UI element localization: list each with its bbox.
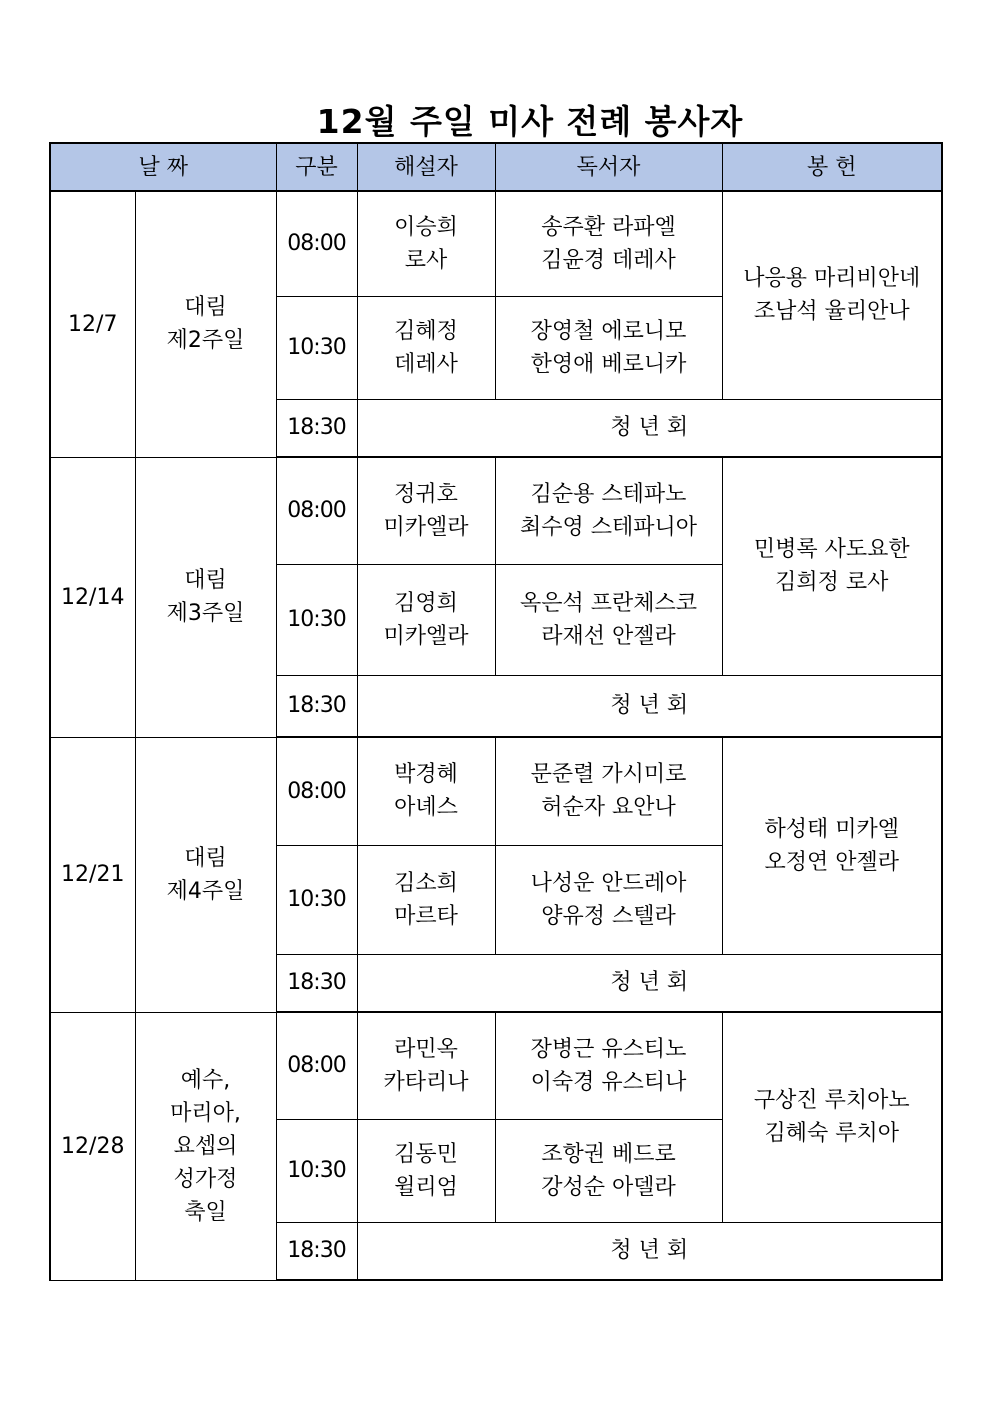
group-cell: 청 년 회 — [357, 675, 942, 737]
readers-cell — [495, 457, 722, 564]
occasion-cell — [135, 737, 276, 1012]
date-cell: 12/28 — [50, 1012, 135, 1280]
commentator-cell — [357, 1119, 495, 1222]
occasion-cell — [135, 191, 276, 457]
table-row — [50, 191, 942, 296]
reader-line: 나성운 안드레아 — [530, 870, 687, 896]
commentator-name: 김동민 — [394, 1141, 458, 1167]
commentator-name: 라민옥 — [394, 1036, 458, 1062]
reader-line: 조항권 베드로 — [541, 1141, 676, 1167]
occasion-line: 대림 — [184, 295, 227, 321]
time-cell: 08:00 — [276, 1012, 357, 1119]
offering-line: 하성태 미카엘 — [764, 816, 899, 842]
reader-line: 장영철 에로니모 — [530, 318, 687, 344]
time-cell: 18:30 — [276, 1222, 357, 1280]
commentator-saint: 데레사 — [394, 351, 458, 377]
group-cell: 청 년 회 — [357, 954, 942, 1012]
header-offering: 봉 헌 — [722, 143, 942, 191]
commentator-name: 정귀호 — [394, 481, 458, 507]
commentator-cell — [357, 1012, 495, 1119]
header-row — [50, 143, 942, 191]
commentator-saint: 마르타 — [394, 903, 458, 929]
offering-line: 김혜숙 루치아 — [764, 1121, 899, 1147]
table-row — [50, 737, 942, 845]
occasion-line: 제4주일 — [166, 878, 245, 904]
commentator-saint: 카타리나 — [383, 1069, 469, 1095]
reader-line: 한영애 베로니카 — [530, 351, 687, 377]
page-title: 12월 주일 미사 전례 봉사자 — [316, 102, 744, 141]
occasion-line: 제2주일 — [166, 328, 245, 354]
time-cell: 08:00 — [276, 737, 357, 845]
schedule-table — [49, 142, 943, 1281]
reader-line: 라재선 안젤라 — [541, 623, 676, 649]
header-readers: 독서자 — [495, 143, 722, 191]
week-block — [50, 191, 942, 457]
offering-line: 나응용 마리비안네 — [743, 266, 921, 292]
readers-cell — [495, 845, 722, 954]
time-cell: 18:30 — [276, 954, 357, 1012]
reader-line: 송주환 라파엘 — [541, 214, 676, 240]
offering-cell — [722, 191, 942, 399]
occasion-line: 제3주일 — [166, 601, 245, 626]
offering-cell — [722, 457, 942, 675]
date-cell: 12/7 — [50, 191, 135, 457]
time-cell: 10:30 — [276, 564, 357, 675]
commentator-name: 김소희 — [394, 870, 458, 896]
reader-line: 장병근 유스티노 — [530, 1036, 687, 1062]
commentator-name: 김혜정 — [394, 318, 458, 344]
time-cell: 18:30 — [276, 675, 357, 737]
occasion-line: 축일 — [184, 1199, 227, 1225]
readers-cell — [495, 564, 722, 675]
readers-cell — [495, 1119, 722, 1222]
commentator-cell — [357, 564, 495, 675]
week-block — [50, 737, 942, 1012]
reader-line: 김윤경 데레사 — [541, 247, 676, 273]
occasion-line: 대림 — [184, 568, 227, 593]
commentator-cell — [357, 737, 495, 845]
offering-line: 구상진 루치아노 — [753, 1088, 910, 1114]
commentator-cell — [357, 845, 495, 954]
occasion-line: 마리아, — [170, 1100, 241, 1126]
time-cell: 08:00 — [276, 191, 357, 296]
occasion-line: 예수, — [180, 1067, 231, 1093]
commentator-name: 김영희 — [394, 590, 458, 616]
commentator-saint: 윌리엄 — [394, 1174, 458, 1200]
offering-cell — [722, 1012, 942, 1222]
commentator-name: 박경혜 — [394, 762, 458, 788]
occasion-line: 요셉의 — [173, 1133, 238, 1159]
reader-line: 양유정 스텔라 — [541, 903, 676, 929]
commentator-saint: 아녜스 — [394, 795, 458, 821]
occasion-cell — [135, 457, 276, 737]
time-cell: 18:30 — [276, 399, 357, 457]
table-row — [50, 457, 942, 564]
reader-line: 이숙경 유스티나 — [530, 1069, 687, 1095]
commentator-cell — [357, 191, 495, 296]
time-cell: 10:30 — [276, 296, 357, 399]
readers-cell — [495, 296, 722, 399]
commentator-saint: 미카엘라 — [383, 514, 469, 540]
readers-cell — [495, 1012, 722, 1119]
occasion-line: 성가정 — [173, 1166, 238, 1192]
week-block — [50, 1012, 942, 1280]
week-block — [50, 457, 942, 737]
table-row — [50, 1012, 942, 1119]
offering-line: 민병록 사도요한 — [753, 537, 910, 563]
commentator-saint: 미카엘라 — [383, 623, 469, 649]
occasion-line: 대림 — [184, 845, 227, 871]
offering-line: 오정연 안젤라 — [764, 849, 899, 875]
commentator-cell — [357, 296, 495, 399]
commentator-saint: 로사 — [404, 247, 448, 273]
reader-line: 최수영 스테파니아 — [519, 514, 697, 540]
offering-line: 김희정 로사 — [775, 570, 889, 596]
offering-line: 조남석 율리안나 — [753, 299, 910, 325]
reader-line: 옥은석 프란체스코 — [519, 590, 697, 616]
commentator-cell — [357, 457, 495, 564]
readers-cell — [495, 191, 722, 296]
occasion-cell — [135, 1012, 276, 1280]
date-cell: 12/14 — [50, 457, 135, 737]
reader-line: 문준렬 가시미로 — [530, 762, 687, 788]
reader-line: 허순자 요안나 — [541, 795, 676, 821]
readers-cell — [495, 737, 722, 845]
reader-line: 김순용 스테파노 — [530, 481, 687, 507]
group-cell: 청 년 회 — [357, 399, 942, 457]
date-cell: 12/21 — [50, 737, 135, 1012]
time-cell: 10:30 — [276, 1119, 357, 1222]
reader-line: 강성순 아델라 — [541, 1174, 676, 1200]
header-commentator: 해설자 — [357, 143, 495, 191]
group-cell: 청 년 회 — [357, 1222, 942, 1280]
offering-cell — [722, 737, 942, 954]
header-kind: 구분 — [276, 143, 357, 191]
commentator-name: 이승희 — [394, 214, 458, 240]
time-cell: 10:30 — [276, 845, 357, 954]
header-date: 날 짜 — [50, 143, 276, 191]
time-cell: 08:00 — [276, 457, 357, 564]
